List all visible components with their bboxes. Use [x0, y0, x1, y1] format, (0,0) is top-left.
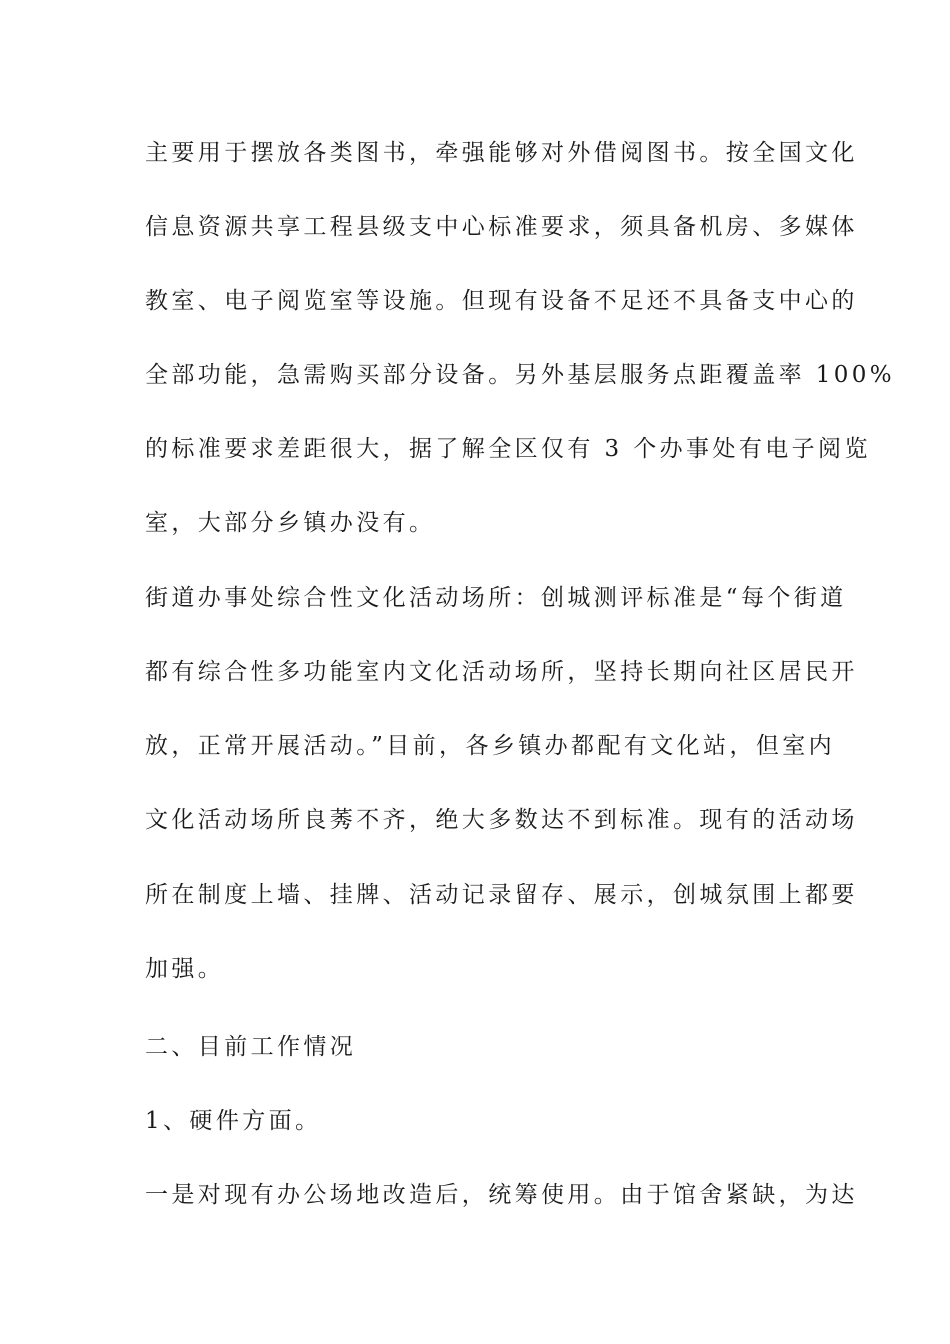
text-line-15: 一是对现有办公场地改造后，统筹使用。由于馆舍紧缺，为达 — [145, 1182, 858, 1208]
text-line-4: 全部功能，急需购买部分设备。另外基层服务点距覆盖率 100% — [145, 362, 896, 388]
text-line-1: 主要用于摆放各类图书，牵强能够对外借阅图书。按全国文化 — [145, 140, 858, 166]
subsection-heading: 1、硬件方面。 — [145, 1108, 322, 1134]
text-line-7: 街道办事处综合性文化活动场所：创城测评标准是“每个街道 — [145, 585, 847, 611]
text-line-12: 加强。 — [145, 956, 225, 982]
text-line-8: 都有综合性多功能室内文化活动场所，坚持长期向社区居民开 — [145, 659, 858, 685]
text-line-2: 信息资源共享工程县级支中心标准要求，须具备机房、多媒体 — [145, 214, 858, 240]
text-line-9: 放，正常开展活动。”目前，各乡镇办都配有文化站，但室内 — [145, 733, 836, 759]
section-heading: 二、目前工作情况 — [145, 1034, 357, 1060]
text-line-3: 教室、电子阅览室等设施。但现有设备不足还不具备支中心的 — [145, 288, 858, 314]
text-line-5: 的标准要求差距很大，据了解全区仅有 3 个办事处有电子阅览 — [145, 436, 871, 462]
text-line-6: 室，大部分乡镇办没有。 — [145, 510, 436, 536]
text-line-10: 文化活动场所良莠不齐，绝大多数达不到标准。现有的活动场 — [145, 807, 858, 833]
text-line-11: 所在制度上墙、挂牌、活动记录留存、展示，创城氛围上都要 — [145, 882, 858, 908]
